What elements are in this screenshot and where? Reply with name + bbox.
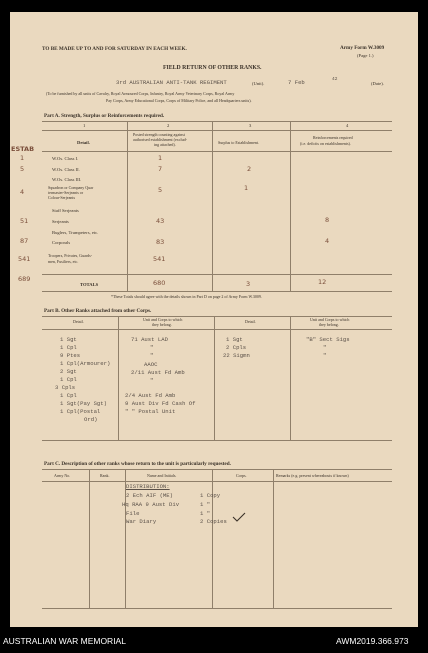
row-4-posted: 5 (158, 186, 163, 194)
totals-label: TOTALS (80, 282, 99, 287)
part-a-num-rule (42, 130, 392, 131)
part-b-left-row-4-detail: 1 Cpl(Armourer) (60, 360, 111, 367)
part-a-head-rule (42, 151, 392, 152)
row-6-reinf: 8 (325, 216, 330, 224)
row-9-detail-1: Troopers, Privates, Guards- (48, 253, 93, 258)
row-2-margin: 5 (20, 165, 25, 173)
part-c-col-line-4 (273, 469, 274, 608)
date-year: 42 (332, 77, 338, 82)
row-4-detail-3: Colour-Serjeants (48, 195, 76, 200)
part-c-col-line-3 (212, 469, 213, 608)
part-b-right-row-2-detail: 2 Cpls (226, 344, 247, 351)
col-num-4: 4 (346, 123, 349, 128)
part-b-left-row-1-detail: 1 Sgt (60, 336, 77, 343)
part-b-right-row-1-unit: "B" Sect Sigs (306, 336, 350, 343)
distribution-3-to: File (126, 510, 140, 517)
part-c-head-rank: Rank. (100, 473, 110, 478)
part-b-left-row-5-unit: 2/11 Aust Fd Amb (131, 369, 185, 376)
part-b-left-row-7-detail: 3 Cpls (55, 384, 76, 391)
part-c-bottom-rule (42, 608, 392, 609)
col-num-2: 2 (167, 123, 170, 128)
row-6-posted: 43 (156, 217, 165, 225)
row-5-detail: Staff Serjeants (52, 208, 79, 213)
row-4-detail-1: Squadron or Company Quar (48, 185, 94, 190)
distribution-title: DISTRIBUTION: (126, 483, 170, 490)
col-head-reinf-1: Reinforcements required (313, 135, 353, 140)
part-b-right-row-2-unit: " (323, 344, 327, 351)
part-b-left-row-3-unit: " (150, 352, 154, 359)
part-a-bottom-rule (42, 291, 392, 292)
part-b-bottom-rule (42, 440, 392, 441)
part-b-left-row-9-unit: 9 Aust Div Fd Cash Of (125, 400, 196, 407)
row-8-margin: 87 (20, 237, 29, 245)
row-7-detail: Buglers, Trumpeters, etc. (52, 230, 99, 235)
distribution-1-copies: 1 Copy (200, 492, 221, 499)
part-b-left-row-6-unit: " (150, 377, 154, 384)
part-b-left-row-9-detail: 1 Sgt(Pay Sgt) (60, 400, 107, 407)
instruction-text: TO BE MADE UP TO AND FOR SATURDAY IN EACH WEEK. (42, 46, 187, 52)
header-note-2: Pay Corps, Army Educational Corps, Corps of Military Police, and all Headquarters units). (106, 98, 252, 103)
check-mark-icon (232, 512, 246, 522)
part-b-right-row-1-detail: 1 Sgt (226, 336, 243, 343)
part-a-col-line-1 (127, 121, 128, 291)
col-head-reinf-2: (i.e. deficits on establishments). (300, 141, 351, 146)
part-b-head-unit-left-1: Unit and Corps to which (143, 317, 183, 322)
margin-estab-heading: ESTAB (11, 145, 35, 153)
part-c-top-rule (42, 469, 392, 470)
part-b-head-detail-left: Detail. (73, 319, 84, 324)
distribution-2-to: Hq RAA 9 Aust Div (122, 501, 180, 508)
part-b-head-detail-right: Detail. (245, 319, 256, 324)
distribution-3-copies: 1 " (200, 510, 211, 517)
part-b-left-row-11-detail: Ord) (84, 416, 98, 423)
part-b-col-line-3 (290, 316, 291, 440)
totals-margin: 689 (18, 275, 31, 283)
part-a-title: Part A. Strength, Surplus or Reinforcements required. (44, 113, 165, 119)
part-b-right-row-3-detail: 22 Sigmn (223, 352, 250, 359)
part-b-left-row-8-detail: 1 Cpl (60, 392, 77, 399)
row-9-posted: 541 (153, 255, 166, 263)
col-head-posted-1: Posted strength counting against (133, 132, 185, 137)
row-4-detail-2: termaster-Serjeants or (48, 190, 84, 195)
part-b-left-row-10-detail: 1 Cpl(Postal (60, 408, 101, 415)
row-2-posted: 7 (158, 165, 163, 173)
footer-catalogue-id: AWM2019.366.973 (336, 636, 409, 646)
part-a-totals-rule (42, 274, 392, 275)
distribution-1-to: 2 Ech AIF (ME) (126, 492, 173, 499)
part-a-footnote: *These Totals should agree with the details shown in Part D on page 2 of Army Form W.3009. (111, 294, 262, 299)
part-b-left-row-3-detail: 9 Ptes (60, 352, 81, 359)
col-head-surplus: Surplus to Establishment. (218, 140, 259, 145)
part-b-col-line-1 (118, 316, 119, 440)
part-b-left-row-5-detail: 2 Sgt (60, 368, 77, 375)
part-c-title: Part C. Description of other ranks whose return to the unit is particularly requested. (44, 461, 231, 467)
form-title: FIELD RETURN OF OTHER RANKS. (163, 65, 262, 71)
part-b-left-row-2-detail: 1 Cpl (60, 344, 77, 351)
part-b-left-row-8-unit: 2/4 Aust Fd Amb (125, 392, 176, 399)
row-2-detail: W.Os. Class II. (52, 167, 80, 172)
unit-label: (Unit). (252, 81, 265, 86)
part-c-head-remarks: Remarks (e.g. present whereabouts if known) (276, 473, 349, 478)
part-b-title: Part B. Other Ranks attached from other Corps. (44, 308, 152, 314)
distribution-4-to: War Diary (126, 518, 157, 525)
row-1-margin: 1 (20, 154, 25, 162)
row-4-margin: 4 (20, 188, 25, 196)
unit-value: 3rd AUSTRALIAN ANTI-TANK REGIMENT (116, 79, 227, 86)
row-2-surplus: 2 (247, 165, 252, 173)
col-num-1: 1 (83, 123, 86, 128)
part-b-head-unit-right-2: they belong. (319, 322, 339, 327)
page-indicator: (Page 1.) (357, 53, 374, 58)
row-1-detail: W.Os. Class I. (52, 156, 79, 161)
col-head-posted-3: ing attached). (154, 142, 176, 147)
part-b-right-row-3-unit: " (323, 352, 327, 359)
row-8-detail: Corporals (52, 240, 71, 245)
date-label: (Date). (371, 81, 384, 86)
row-6-margin: 51 (20, 217, 29, 225)
distribution-2-copies: 1 " (200, 501, 211, 508)
part-c-head-rule (42, 481, 392, 482)
row-8-posted: 83 (156, 238, 165, 246)
col-head-detail: Detail. (77, 140, 90, 145)
part-a-col-line-3 (290, 121, 291, 291)
part-b-head-rule (42, 329, 392, 330)
part-a-col-line-2 (212, 121, 213, 291)
col-head-posted-2: authorised establishment (exclud- (133, 137, 187, 142)
part-b-left-row-2-unit: " (150, 344, 154, 351)
totals-posted: 680 (153, 279, 166, 287)
row-6-detail: Serjeants (52, 219, 69, 224)
part-c-head-corps: Corps. (236, 473, 247, 478)
totals-surplus: 3 (246, 280, 251, 288)
row-1-posted: 1 (158, 154, 163, 162)
part-b-col-line-2 (214, 316, 215, 440)
footer-institution: AUSTRALIAN WAR MEMORIAL (3, 636, 126, 646)
part-a-top-rule (42, 121, 392, 122)
part-b-head-unit-right-1: Unit and Corps to which (310, 317, 350, 322)
part-c-head-army-no: Army No. (54, 473, 71, 478)
row-9-margin: 541 (18, 255, 31, 263)
row-8-reinf: 4 (325, 237, 330, 245)
col-num-3: 3 (249, 123, 252, 128)
part-b-head-unit-left-2: they belong. (152, 322, 172, 327)
totals-reinf: 12 (318, 278, 327, 286)
row-3-detail: W.Os. Class III. (52, 177, 82, 182)
part-b-left-row-4-unit: AAOC (144, 361, 158, 368)
part-b-left-row-1-unit: 71 Aust LAD (131, 336, 168, 343)
part-c-head-name: Name and Initials. (147, 473, 177, 478)
form-number: Army Form W.3009 (340, 45, 385, 51)
part-b-left-row-6-detail: 1 Cpl (60, 376, 77, 383)
row-9-detail-2: men, Fusiliers, etc. (48, 259, 79, 264)
date-value: 7 Feb (288, 79, 305, 86)
row-4-surplus: 1 (244, 184, 249, 192)
part-b-left-row-10-unit: " " Postal Unit (125, 408, 176, 415)
header-note-1: (To be furnished by all units of Cavalry, Royal Armoured Corps, Infantry, Royal Army Veterinary Corps, Royal Army (46, 91, 235, 96)
distribution-4-copies: 2 Copies (200, 518, 227, 525)
part-c-col-line-1 (89, 469, 90, 608)
